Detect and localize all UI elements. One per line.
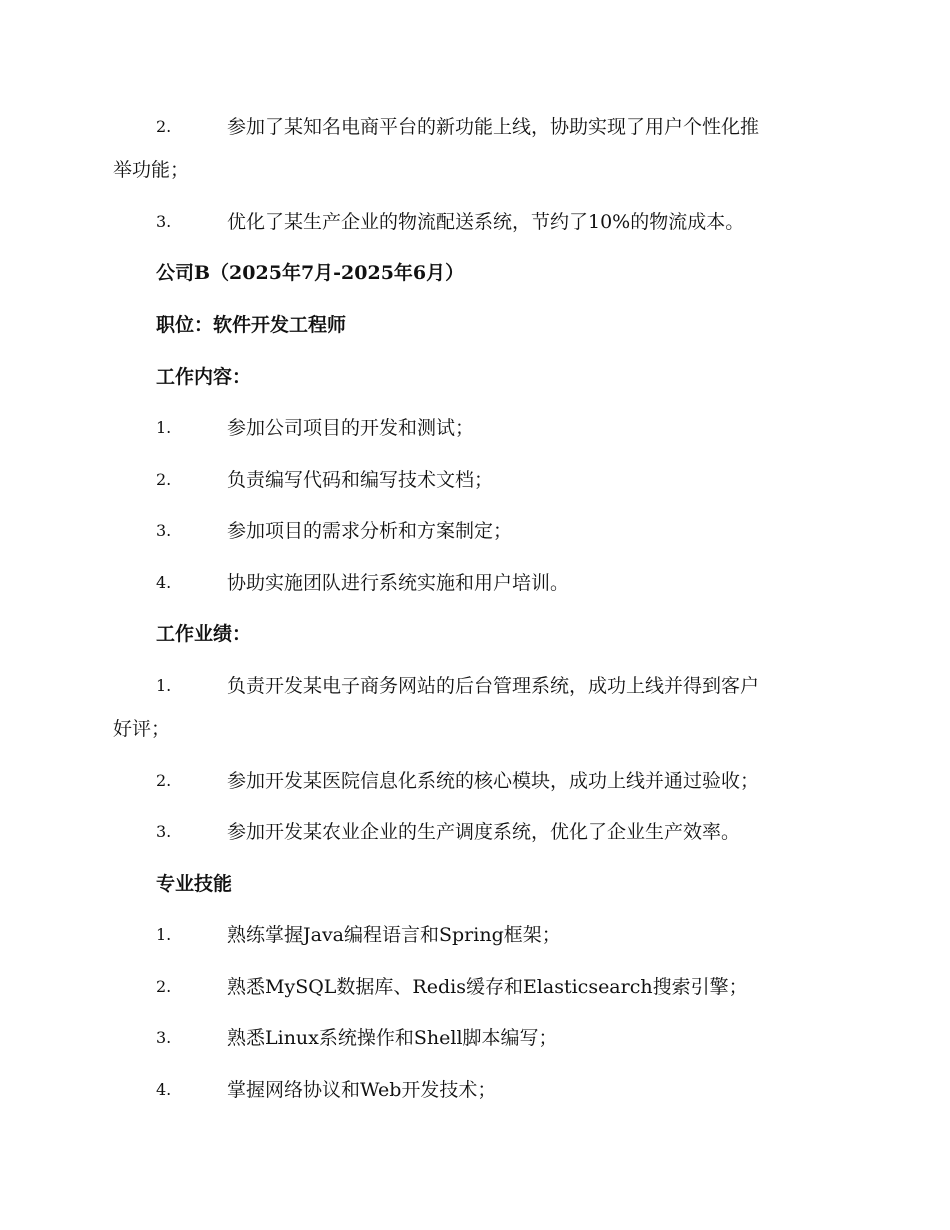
list-number: 3. xyxy=(156,212,172,231)
list-text-continuation: 好评； xyxy=(113,718,171,740)
list-number: 2. xyxy=(156,977,172,996)
list-text: 参加公司项目的开发和测试； xyxy=(227,417,475,439)
list-number: 4. xyxy=(156,573,172,592)
list-number: 2. xyxy=(156,470,172,489)
list-number: 2. xyxy=(156,117,172,136)
list-text: 参加项目的需求分析和方案制定； xyxy=(227,520,513,542)
list-text: 优化了某生产企业的物流配送系统，节约了10%的物流成本。 xyxy=(227,211,745,233)
company-heading-text: 公司B（2025年7月-2025年6月） xyxy=(156,262,465,284)
list-number: 3. xyxy=(156,822,172,841)
list-text-continuation: 举功能； xyxy=(113,159,190,181)
achievements-heading-text: 工作业绩： xyxy=(156,623,252,645)
list-number: 1. xyxy=(156,418,172,437)
list-number: 3. xyxy=(156,521,172,540)
list-text: 参加开发某医院信息化系统的核心模块，成功上线并通过验收； xyxy=(227,770,760,792)
list-text: 参加开发某农业企业的生产调度系统，优化了企业生产效率。 xyxy=(227,821,741,843)
list-number: 2. xyxy=(156,771,172,790)
list-text: 参加了某知名电商平台的新功能上线，协助实现了用户个性化推 xyxy=(227,116,760,138)
list-text: 负责开发某电子商务网站的后台管理系统，成功上线并得到客户 xyxy=(227,675,760,697)
list-text: 熟悉Linux系统操作和Shell脚本编写； xyxy=(227,1027,558,1049)
skills-heading-text: 专业技能 xyxy=(156,873,233,895)
list-number: 1. xyxy=(156,676,172,695)
list-number: 3. xyxy=(156,1028,172,1047)
list-text: 协助实施团队进行系统实施和用户培训。 xyxy=(227,572,570,594)
list-text: 熟练掌握Java编程语言和Spring框架； xyxy=(227,924,561,946)
list-number: 4. xyxy=(156,1080,172,1099)
position-heading-text: 职位：软件开发工程师 xyxy=(156,314,347,336)
list-text: 掌握网络协议和Web开发技术； xyxy=(227,1079,497,1101)
list-text: 负责编写代码和编写技术文档； xyxy=(227,469,494,491)
list-number: 1. xyxy=(156,925,172,944)
list-text: 熟悉MySQL数据库、Redis缓存和Elasticsearch搜索引擎； xyxy=(227,976,748,998)
duties-heading-text: 工作内容： xyxy=(156,366,252,388)
